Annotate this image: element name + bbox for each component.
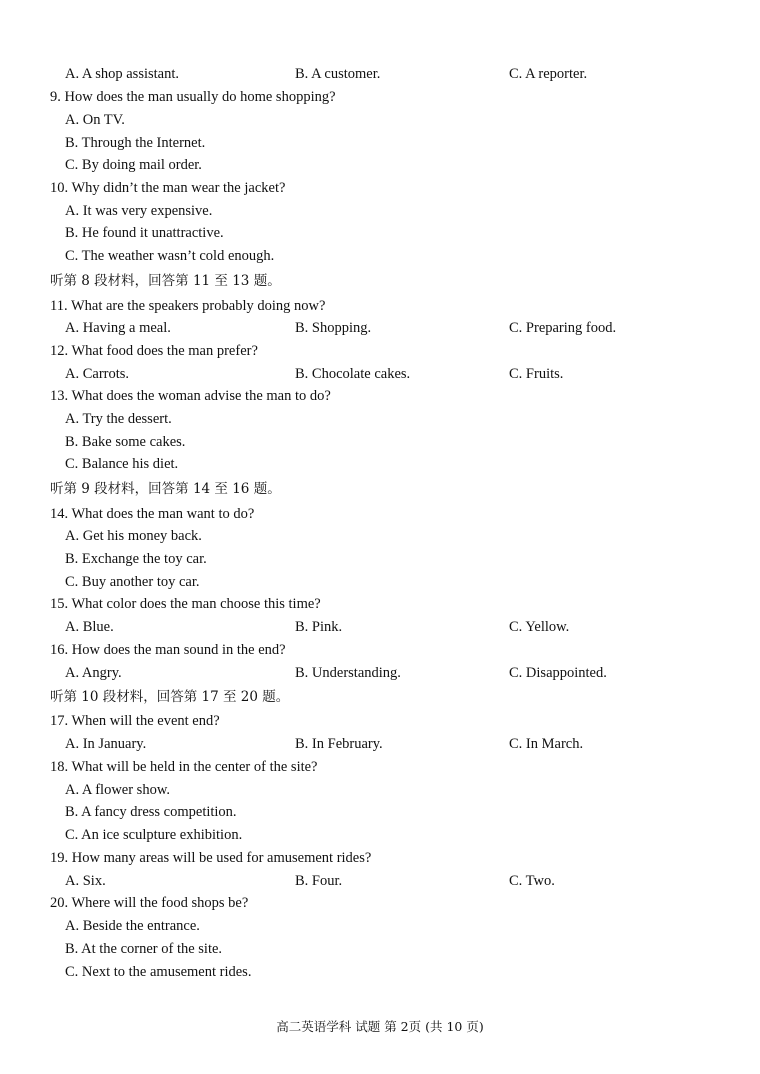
- question-14: 14. What does the man want to do?: [50, 506, 255, 522]
- question-18: 18. What will be held in the center of the site?: [50, 759, 318, 775]
- q16-option-c: C. Disappointed.: [509, 665, 607, 681]
- question-16: 16. How does the man sound in the end?: [50, 642, 286, 658]
- question-20: 20. Where will the food shops be?: [50, 895, 249, 911]
- q20-option-a: A. Beside the entrance.: [65, 918, 200, 934]
- page-footer: 高二英语学科 试题 第 2页 (共 10 页): [276, 1019, 484, 1034]
- q10-option-b: B. He found it unattractive.: [65, 225, 224, 241]
- question-15: 15. What color does the man choose this time?: [50, 596, 321, 612]
- question-17: 17. When will the event end?: [50, 713, 220, 729]
- q15-option-a: A. Blue.: [65, 619, 114, 635]
- q11-option-b: B. Shopping.: [295, 320, 372, 336]
- q20-option-c: C. Next to the amusement rides.: [65, 964, 252, 980]
- section-10-heading: 听第 10 段材料，回答第 17 至 20 题。: [50, 689, 290, 705]
- q9-option-a: A. On TV.: [65, 112, 125, 128]
- q15-option-b: B. Pink.: [295, 619, 343, 635]
- question-9: 9. How does the man usually do home shopping?: [50, 89, 336, 105]
- q18-option-b: B. A fancy dress competition.: [65, 804, 237, 820]
- q14-option-c: C. Buy another toy car.: [65, 574, 200, 590]
- q15-option-c: C. Yellow.: [509, 619, 570, 635]
- q11-option-c: C. Preparing food.: [509, 320, 617, 336]
- q14-option-a: A. Get his money back.: [65, 528, 202, 544]
- q17-option-b: B. In February.: [295, 736, 383, 752]
- q16-option-a: A. Angry.: [65, 665, 122, 681]
- q17-option-c: C. In March.: [509, 736, 584, 752]
- q12-option-a: A. Carrots.: [65, 366, 130, 382]
- q16-option-b: B. Understanding.: [295, 665, 401, 681]
- q18-option-c: C. An ice sculpture exhibition.: [65, 827, 243, 843]
- q8-option-c: C. A reporter.: [509, 66, 588, 82]
- q11-option-a: A. Having a meal.: [65, 320, 171, 336]
- q9-option-b: B. Through the Internet.: [65, 135, 206, 151]
- q20-option-b: B. At the corner of the site.: [65, 941, 223, 957]
- question-10: 10. Why didn’t the man wear the jacket?: [50, 180, 286, 196]
- q10-option-c: C. The weather wasn’t cold enough.: [65, 248, 275, 264]
- question-12: 12. What food does the man prefer?: [50, 343, 258, 359]
- question-19: 19. How many areas will be used for amusement rides?: [50, 850, 372, 866]
- q8-option-a: A. A shop assistant.: [65, 66, 179, 82]
- q17-option-a: A. In January.: [65, 736, 147, 752]
- q10-option-a: A. It was very expensive.: [65, 203, 213, 219]
- q19-option-a: A. Six.: [65, 873, 106, 889]
- section-9-heading: 听第 9 段材料，回答第 14 至 16 题。: [50, 481, 281, 497]
- q18-option-a: A. A flower show.: [65, 782, 170, 798]
- q13-option-b: B. Bake some cakes.: [65, 434, 186, 450]
- question-13: 13. What does the woman advise the man to do?: [50, 388, 331, 404]
- q12-option-b: B. Chocolate cakes.: [295, 366, 411, 382]
- q13-option-c: C. Balance his diet.: [65, 456, 179, 472]
- q19-option-b: B. Four.: [295, 873, 343, 889]
- q13-option-a: A. Try the dessert.: [65, 411, 172, 427]
- q14-option-b: B. Exchange the toy car.: [65, 551, 207, 567]
- question-11: 11. What are the speakers probably doing now?: [50, 298, 326, 314]
- q8-option-b: B. A customer.: [295, 66, 381, 82]
- q12-option-c: C. Fruits.: [509, 366, 564, 382]
- section-8-heading: 听第 8 段材料，回答第 11 至 13 题。: [50, 273, 281, 289]
- q9-option-c: C. By doing mail order.: [65, 157, 202, 173]
- q19-option-c: C. Two.: [509, 873, 555, 889]
